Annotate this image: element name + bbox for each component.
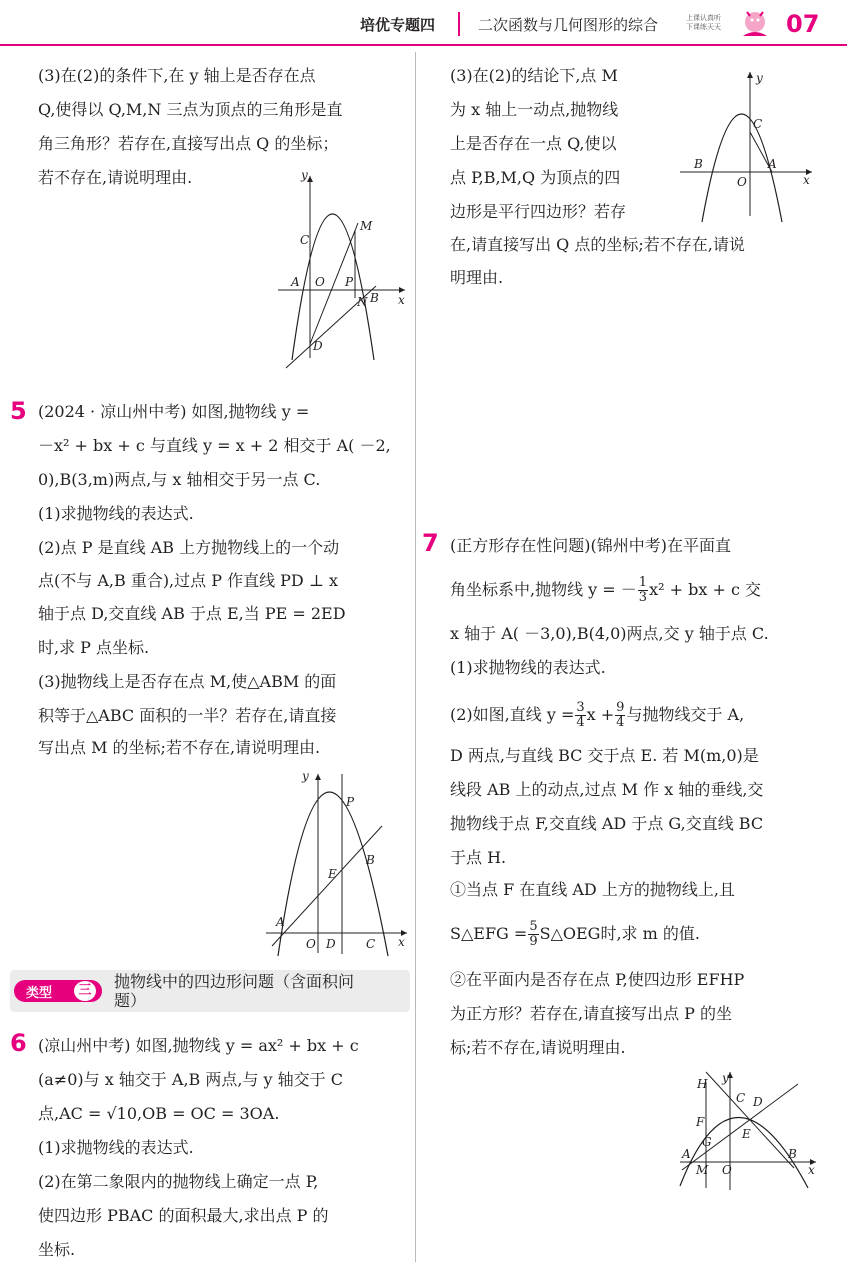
q4-part3-line-1: (3)在(2)的条件下,在 y 轴上是否存在点 <box>38 66 316 85</box>
q7-line-11-start: S△EFG = <box>450 924 528 943</box>
q7-line-2 <box>450 576 761 605</box>
frac3-num: 9 <box>616 700 625 715</box>
fraction-three-quarters <box>575 701 585 730</box>
frac1-den: 3 <box>638 590 648 605</box>
q6-line-4: (1)求抛物线的表达式. <box>38 1138 194 1157</box>
q6-line-7: 坐标. <box>38 1240 76 1259</box>
fraction-five-ninths <box>528 920 538 949</box>
type-title-line-2: 题） <box>114 991 147 1010</box>
figure-q4 <box>270 168 410 368</box>
fig1-label-x: x <box>398 293 405 307</box>
fig2-label-B: B <box>366 853 375 867</box>
fig4-label-D: D <box>753 1095 763 1109</box>
q5-line-1: (2024 · 凉山州中考) 如图,抛物线 y = <box>38 402 310 421</box>
fig1-label-N: N <box>357 295 368 309</box>
q5-line-3: 0),B(3,m)两点,与 x 轴相交于另一点 C. <box>38 470 321 489</box>
q6-part3-line-7: 明理由. <box>450 268 504 287</box>
type-tag-label: 类型 <box>26 986 53 1001</box>
section-tag: 培优专题四 <box>360 16 436 34</box>
fig3-label-x: x <box>803 173 810 187</box>
fig4-label-H: H <box>697 1077 708 1091</box>
q7-line-14: 标;若不存在,请说明理由. <box>450 1038 626 1057</box>
fig2-label-y: y <box>302 769 309 783</box>
q7-line-4: (1)求抛物线的表达式. <box>450 658 606 677</box>
q5-line-4: (1)求抛物线的表达式. <box>38 504 194 523</box>
figure-q5 <box>262 768 412 958</box>
figure-q6 <box>676 66 816 226</box>
frac4-num: 5 <box>529 919 538 934</box>
q5-line-9: (3)抛物线上是否存在点 M,使△ABM 的面 <box>38 672 337 691</box>
frac2-num: 3 <box>576 700 585 715</box>
q6-line-1: (凉山州中考) 如图,抛物线 y = ax² + bx + c <box>38 1036 359 1055</box>
q5-line-2: －x² + bx + c 与直线 y = x + 2 相交于 A( －2, <box>38 436 391 455</box>
type-title-line-1: 抛物线中的四边形问题（含面积问 <box>114 972 355 991</box>
header-separator <box>458 12 460 36</box>
type-title <box>114 972 354 1010</box>
fig2-label-x: x <box>398 935 405 949</box>
q7-line-11 <box>450 920 700 949</box>
fig2-label-E: E <box>328 867 337 881</box>
fig2-label-D: D <box>326 937 336 951</box>
q5-line-5: (2)点 P 是直线 AB 上方抛物线上的一个动 <box>38 538 340 557</box>
fig4-label-A: A <box>682 1147 691 1161</box>
q7-line-5-start: (2)如图,直线 y = <box>450 705 575 724</box>
fig4-label-O: O <box>722 1163 732 1177</box>
q6-part3-line-1: (3)在(2)的结论下,点 M <box>450 66 618 85</box>
q7-line-2-start: 角坐标系中,抛物线 y = － <box>450 580 637 599</box>
question-number-6: 6 <box>10 1029 27 1057</box>
q5-line-6: 点(不与 A,B 重合),过点 P 作直线 PD ⊥ x <box>38 571 339 590</box>
fig1-label-M: M <box>360 219 373 233</box>
fig4-label-E: E <box>742 1127 751 1141</box>
fig4-label-y: y <box>722 1071 729 1085</box>
q7-line-2-end: x² + bx + c 交 <box>649 580 761 599</box>
section-title: 二次函数与几何图形的综合 <box>478 16 659 34</box>
q7-line-11-end: S△OEG时,求 m 的值. <box>539 924 700 943</box>
q6-part3-line-2: 为 x 轴上一动点,抛物线 <box>450 100 619 119</box>
q7-line-10: ①当点 F 在直线 AD 上方的抛物线上,且 <box>450 880 735 899</box>
q6-line-3: 点,AC = √10,OB = OC = 3OA. <box>38 1104 280 1123</box>
page-header <box>0 0 847 46</box>
q5-line-10: 积等于△ABC 面积的一半？若存在,请直接 <box>38 706 337 725</box>
frac2-den: 4 <box>576 715 585 730</box>
q7-line-5-end: 与抛物线交于 A, <box>626 705 745 724</box>
fig1-label-P: P <box>345 275 354 289</box>
slogan-line-2: 下课练天天 <box>686 23 721 31</box>
header-slogan <box>686 14 721 32</box>
q7-line-8: 抛物线于点 F,交直线 AD 于点 G,交直线 BC <box>450 814 764 833</box>
q4-part3-line-4: 若不存在,请说明理由. <box>38 168 193 187</box>
q7-line-5-mid: x + <box>586 705 615 724</box>
q6-line-6: 使四边形 PBAC 的面积最大,求出点 P 的 <box>38 1206 329 1225</box>
figure-q7 <box>676 1068 822 1194</box>
q7-line-13: 为正方形？若存在,请直接写出点 P 的坐 <box>450 1004 733 1023</box>
fig2-label-O: O <box>306 937 316 951</box>
question-number-7: 7 <box>422 529 439 557</box>
fig4-label-C: C <box>736 1091 746 1105</box>
frac4-den: 9 <box>529 934 538 949</box>
fig3-label-A: A <box>768 157 777 171</box>
type-tag-number: 三 <box>74 981 96 1001</box>
q5-line-8: 时,求 P 点坐标. <box>38 638 150 657</box>
fig1-label-O: O <box>315 275 325 289</box>
header-rule <box>0 44 847 46</box>
q6-line-2: (a≠0)与 x 轴交于 A,B 两点,与 y 轴交于 C <box>38 1070 344 1089</box>
fig4-label-x: x <box>808 1163 815 1177</box>
column-divider <box>415 52 416 1262</box>
frac3-den: 4 <box>616 715 625 730</box>
fig1-label-C: C <box>300 233 310 247</box>
fig2-label-P: P <box>346 795 355 809</box>
frac1-num: 1 <box>638 575 648 590</box>
fig4-label-F: F <box>696 1115 705 1129</box>
fig1-label-B: B <box>370 291 379 305</box>
q6-part3-line-5: 边形是平行四边形？若存 <box>450 202 627 221</box>
page-number: 07 <box>786 10 820 38</box>
q7-line-6: D 两点,与直线 BC 交于点 E. 若 M(m,0)是 <box>450 746 759 765</box>
fig4-label-B: B <box>788 1147 797 1161</box>
q6-line-5: (2)在第二象限内的抛物线上确定一点 P, <box>38 1172 319 1191</box>
fraction-one-third <box>638 576 648 605</box>
q5-line-7: 轴于点 D,交直线 AB 于点 E,当 PE = 2ED <box>38 604 346 623</box>
fig3-label-C: C <box>753 117 763 131</box>
q4-part3-line-2: Q,使得以 Q,M,N 三点为顶点的三角形是直 <box>38 100 343 119</box>
question-number-5: 5 <box>10 397 27 425</box>
slogan-line-1: 上课认真听 <box>686 14 721 22</box>
q6-part3-line-4: 点 P,B,M,Q 为顶点的四 <box>450 168 621 187</box>
q6-part3-line-6: 在,请直接写出 Q 点的坐标;若不存在,请说 <box>450 235 745 254</box>
q7-line-12: ②在平面内是否存在点 P,使四边形 EFHP <box>450 970 745 989</box>
fig2-label-A: A <box>276 915 285 929</box>
fraction-nine-quarters <box>615 701 625 730</box>
q7-line-3: x 轴于 A( －3,0),B(4,0)两点,交 y 轴于点 C. <box>450 624 769 643</box>
fig1-label-y: y <box>301 168 308 182</box>
fig3-label-O: O <box>737 175 747 189</box>
q7-line-5 <box>450 701 744 730</box>
fig3-label-y: y <box>756 71 763 85</box>
q6-part3-line-3: 上是否存在一点 Q,使以 <box>450 134 617 153</box>
q7-line-1: (正方形存在性问题)(锦州中考)在平面直 <box>450 536 731 555</box>
fig4-label-G: G <box>702 1135 712 1149</box>
fig2-label-C: C <box>366 937 376 951</box>
fig1-label-A: A <box>291 275 300 289</box>
fig3-label-B: B <box>694 157 703 171</box>
q7-line-7: 线段 AB 上的动点,过点 M 作 x 轴的垂线,交 <box>450 780 764 799</box>
fig1-label-D: D <box>313 339 323 353</box>
q5-line-11: 写出点 M 的坐标;若不存在,请说明理由. <box>38 738 321 757</box>
q4-part3-line-3: 角三角形？若存在,直接写出点 Q 的坐标； <box>38 134 339 153</box>
q7-line-9: 于点 H. <box>450 848 507 867</box>
fig4-label-M: M <box>696 1163 709 1177</box>
type-section-banner <box>10 970 410 1012</box>
mascot-logo-icon <box>735 6 775 40</box>
